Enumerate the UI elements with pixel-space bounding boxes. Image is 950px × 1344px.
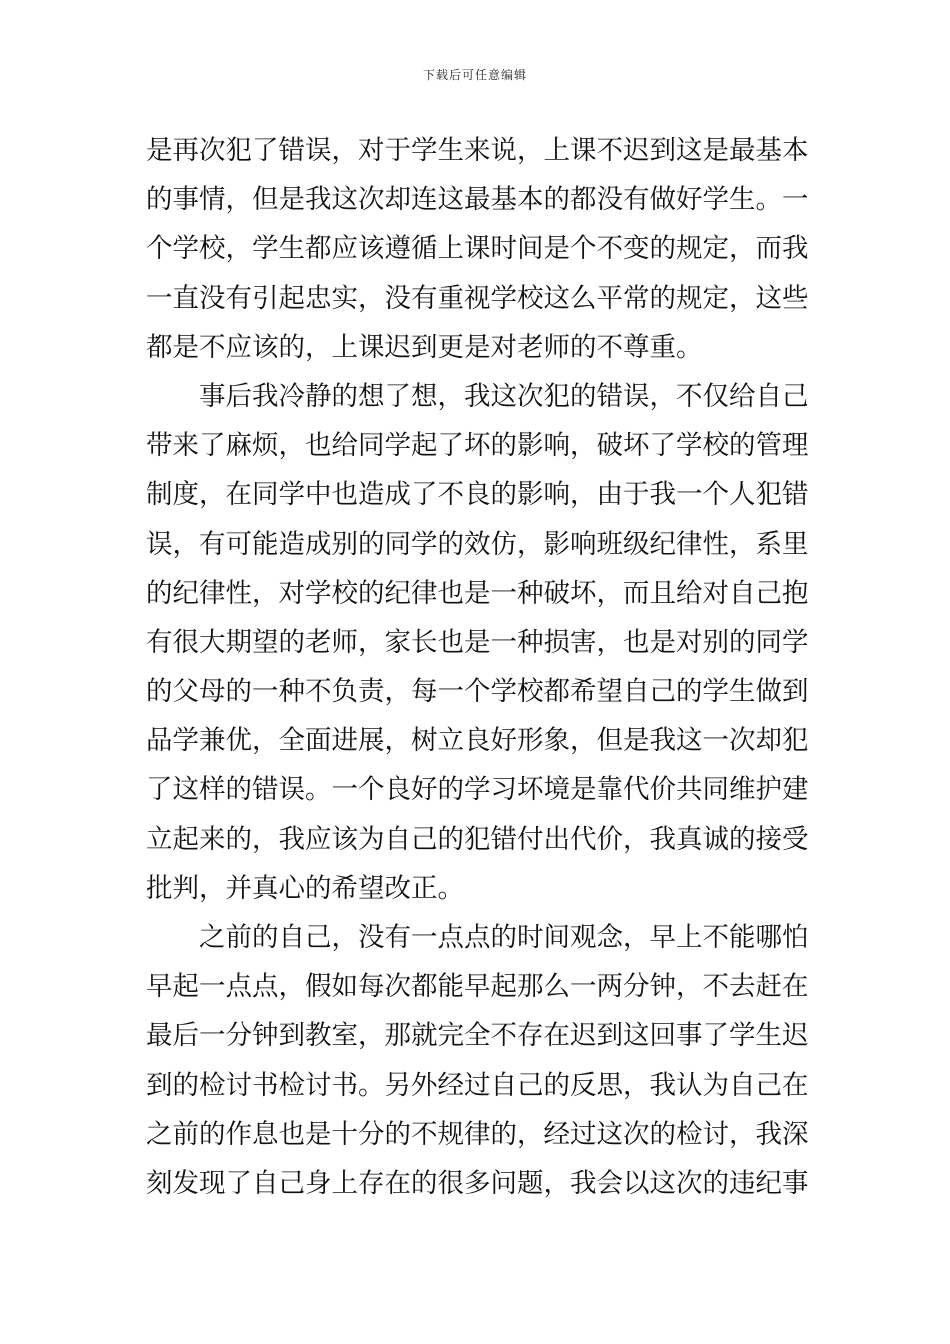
- text-line: 刻发现了自己身上存在的很多问题，我会以这次的违纪事: [146, 1167, 809, 1199]
- text-line: 到的检讨书检讨书。另外经过自己的反思，我认为自己在: [146, 1069, 809, 1101]
- text-line: 批判，并真心的希望改正。: [146, 872, 464, 904]
- text-line: 事后我冷静的想了想，我这次犯的错误，不仅给自己: [146, 380, 809, 412]
- text-line: 之前的自己，没有一点点的时间观念，早上不能哪怕: [146, 922, 809, 953]
- text-line: 了这样的错误。一个良好的学习坏境是靠代价共同维护建: [146, 774, 809, 806]
- text-line: 误，有可能造成别的同学的效仿，影响班级纪律性，系里: [146, 528, 809, 560]
- text-line: 的事情，但是我这次却连这最基本的都没有做好学生。一: [146, 184, 809, 216]
- text-line: 制度，在同学中也造成了不良的影响，由于我一个人犯错: [146, 479, 809, 511]
- text-line: 一直没有引起忠实，没有重视学校这么平常的规定，这些: [146, 282, 809, 314]
- text-line: 之前的作息也是十分的不规律的，经过这次的检讨，我深: [146, 1118, 809, 1150]
- header-note: 下载后可任意编辑: [422, 68, 527, 82]
- text-line: 品学兼优，全面进展，树立良好形象，但是我这一次却犯: [146, 725, 809, 757]
- document-body: [146, 126, 809, 1208]
- text-line: 是再次犯了错误，对于学生来说，上课不迟到这是最基本: [146, 135, 809, 166]
- text-line: 个学校，学生都应该遵循上课时间是个不变的规定，而我: [146, 233, 809, 265]
- text-line: 最后一分钟到教室，那就完全不存在迟到这回事了学生迟: [146, 1020, 809, 1052]
- text-line: 有很大期望的老师，家长也是一种损害，也是对别的同学: [146, 626, 809, 658]
- text-line: 的父母的一种不负责，每一个学校都希望自己的学生做到: [146, 676, 809, 708]
- text-line: 早起一点点，假如每次都能早起那么一两分钟，不去赶在: [146, 971, 809, 1003]
- text-line: 立起来的，我应该为自己的犯错付出代价，我真诚的接受: [146, 823, 809, 855]
- text-line: 都是不应该的，上课迟到更是对老师的不尊重。: [146, 331, 703, 363]
- text-line: 的纪律性，对学校的纪律也是一种破坏，而且给对自己抱: [146, 577, 809, 609]
- text-line: 带来了麻烦，也给同学起了坏的影响，破坏了学校的管理: [146, 430, 809, 462]
